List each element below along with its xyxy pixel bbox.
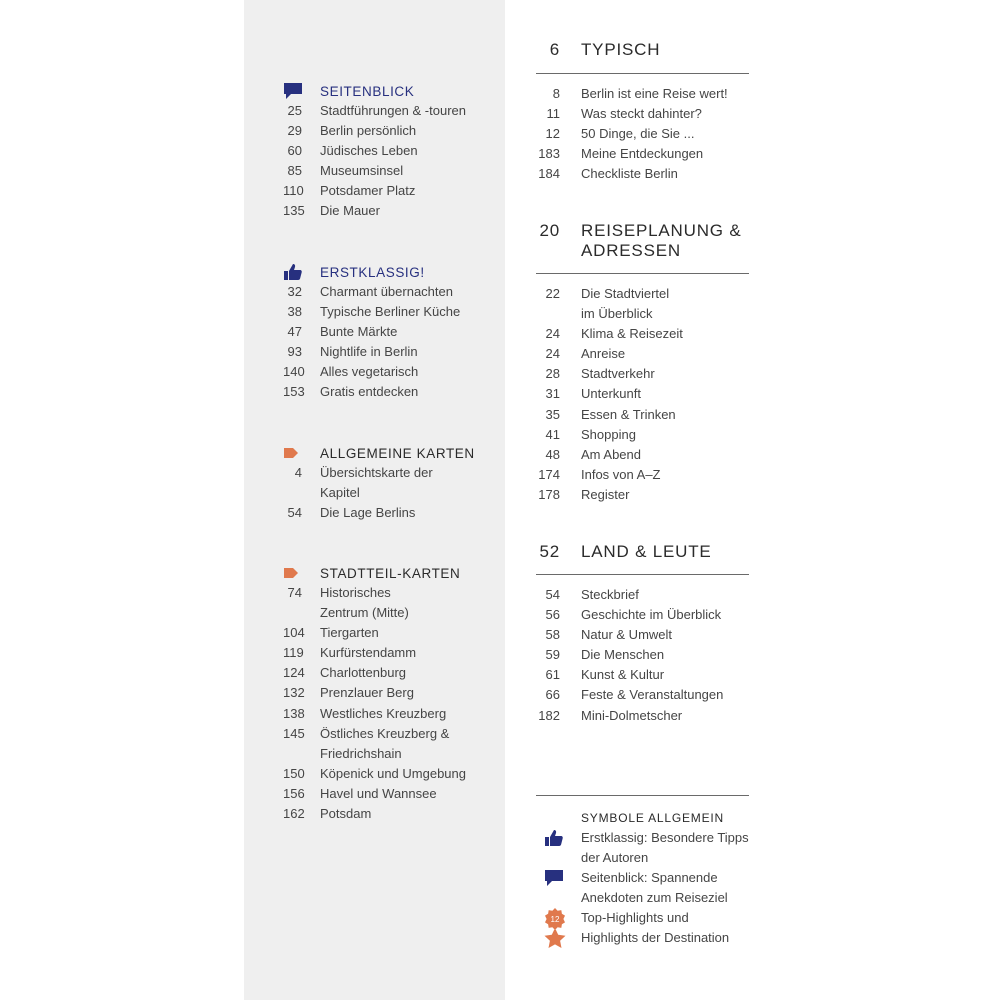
toc-entry [283, 683, 483, 703]
entry-page: 110 [283, 183, 304, 199]
entry-label: Potsdamer Platz [320, 183, 416, 199]
chapter-page: 6 [549, 40, 560, 59]
toc-entry [283, 704, 483, 724]
entry-page: 47 [287, 324, 302, 340]
toc-list [283, 463, 483, 523]
entry-label: Die Lage Berlins [320, 505, 416, 521]
entry-page: 32 [287, 284, 302, 299]
thumbs-up-icon [283, 263, 320, 281]
entry-page: 145 [283, 725, 305, 741]
toc-entry [536, 665, 749, 685]
entry-label: Kurfürstendamm [320, 645, 417, 661]
entry-page: 8 [552, 86, 560, 101]
toc-entry [536, 706, 749, 726]
section-title: ALLGEMEINE KARTEN [320, 445, 475, 461]
entry-label: Havel und Wannsee [320, 785, 437, 801]
entry-label: Stadtverkehr [581, 366, 655, 382]
entry-label: Nightlife in Berlin [320, 344, 418, 360]
section-title: SEITENBLICK [320, 83, 415, 99]
speech-bubble-icon [536, 868, 581, 888]
chapter-header [536, 542, 749, 562]
entry-label: im Überblick [581, 306, 653, 322]
entry-label: Berlin persönlich [320, 123, 417, 139]
toc-entry [536, 84, 749, 104]
toc-list [283, 282, 483, 403]
toc-entry [536, 284, 749, 304]
toc-entry [536, 124, 749, 144]
toc-entry [283, 663, 483, 683]
entry-page: 54 [287, 505, 302, 521]
toc-entry [536, 445, 749, 465]
chapter-header [536, 40, 749, 60]
entry-label: Mini-Dolmetscher [581, 707, 683, 723]
entry-page: 35 [545, 406, 560, 422]
entry-page: 59 [545, 647, 560, 663]
toc-entry [283, 382, 483, 402]
entry-page: 184 [538, 166, 560, 182]
chapter-page: 52 [539, 542, 560, 561]
toc-entry [536, 645, 749, 665]
speech-bubble-icon [283, 82, 320, 100]
toc-entry [536, 625, 749, 645]
entry-page: 24 [545, 346, 560, 362]
chapter-title [581, 40, 749, 60]
section-header [283, 443, 483, 463]
legend-icon-spacer [536, 888, 581, 908]
entry-label: Am Abend [581, 446, 641, 462]
entry-page: 156 [283, 785, 305, 801]
divider [536, 73, 749, 74]
legend-label: Anekdoten zum Reiseziel [581, 890, 728, 906]
top-highlight-badge-icon [536, 908, 581, 928]
entry-page: 25 [287, 103, 302, 118]
entry-page: 22 [545, 286, 560, 301]
toc-entry [283, 141, 483, 161]
toc-entry [536, 144, 749, 164]
toc-list [283, 583, 483, 824]
toc-list [536, 84, 749, 184]
toc-entry [283, 342, 483, 362]
toc-entry [283, 322, 483, 342]
entry-page: 12 [545, 126, 560, 142]
entry-label: Östliches Kreuzberg & [320, 725, 450, 741]
toc-entry [283, 603, 483, 623]
chapter-title-line: ADRESSEN [581, 241, 681, 260]
toc-entry [536, 605, 749, 625]
divider [536, 574, 749, 575]
legend-label: Top-Highlights und [581, 910, 689, 926]
toc-entry [283, 463, 483, 483]
entry-page: 31 [545, 386, 560, 402]
section-erstklassig [283, 262, 483, 403]
entry-label: 50 Dinge, die Sie ... [581, 126, 695, 142]
entry-label: Prenzlauer Berg [320, 685, 414, 701]
entry-label: Die Menschen [581, 647, 665, 663]
entry-page: 60 [287, 143, 302, 159]
badge-number: 12 [550, 914, 560, 924]
entry-label: Infos von A–Z [581, 466, 661, 482]
entry-page: 56 [545, 607, 560, 623]
entry-label: Bunte Märkte [320, 324, 398, 340]
entry-page: 124 [283, 665, 305, 681]
legend-label: Highlights der Destination [581, 930, 730, 946]
entry-page: 54 [545, 587, 560, 602]
toc-entry [536, 485, 749, 505]
entry-page: 66 [545, 687, 560, 703]
map-tag-icon [283, 567, 320, 579]
entry-page: 28 [545, 366, 560, 382]
toc-entry [536, 104, 749, 124]
legend-entry [536, 828, 749, 848]
legend-entry [536, 888, 749, 908]
section-seitenblick [283, 81, 483, 222]
entry-page: 119 [283, 645, 304, 661]
divider [536, 795, 749, 796]
toc-entry [283, 804, 483, 824]
thumbs-up-icon [536, 828, 581, 848]
entry-page: 61 [545, 667, 560, 683]
entry-label: Zentrum (Mitte) [320, 605, 409, 621]
entry-page: 182 [538, 707, 560, 723]
entry-page: 140 [283, 364, 305, 380]
entry-label: Köpenick und Umgebung [320, 765, 466, 781]
legend-entry [536, 848, 749, 868]
section-allgemeine-karten [283, 443, 483, 523]
entry-label: Tiergarten [320, 625, 379, 641]
legend-entry [536, 928, 749, 948]
legend-icon-spacer [536, 848, 581, 868]
entry-label: Stadtführungen & -touren [320, 103, 466, 118]
entry-label: Shopping [581, 426, 636, 442]
legend-label: der Autoren [581, 850, 649, 866]
toc-entry [283, 121, 483, 141]
chapter-typisch [536, 40, 749, 184]
entry-label: Typische Berliner Küche [320, 304, 461, 320]
chapter-title [581, 221, 749, 261]
entry-page: 4 [294, 465, 302, 480]
toc-entry [536, 405, 749, 425]
entry-page [536, 304, 560, 324]
toc-entry [536, 425, 749, 445]
legend-list [536, 828, 749, 949]
toc-entry [283, 161, 483, 181]
toc-entry [283, 623, 483, 643]
entry-page: 24 [545, 326, 560, 342]
toc-entry [536, 164, 749, 184]
chapter-header [536, 221, 749, 261]
entry-label: Geschichte im Überblick [581, 607, 722, 623]
entry-label: Friedrichshain [320, 745, 402, 761]
legend-label: Erstklassig: Besondere Tipps [581, 830, 749, 845]
section-header [283, 81, 483, 101]
chapter-title [581, 542, 749, 562]
entry-page: 150 [283, 765, 305, 781]
entry-label: Meine Entdeckungen [581, 146, 704, 162]
entry-label: Klima & Reisezeit [581, 326, 683, 342]
toc-entry [536, 465, 749, 485]
entry-page [283, 603, 302, 623]
toc-entry [283, 724, 483, 744]
entry-page: 174 [538, 466, 560, 482]
entry-label: Unterkunft [581, 386, 641, 402]
entry-page: 58 [545, 627, 560, 643]
chapter-land-leute [536, 542, 749, 726]
chapter-title-line: TYPISCH [581, 40, 661, 59]
entry-label: Charmant übernachten [320, 284, 453, 299]
chapter-title-line: REISEPLANUNG & [581, 221, 742, 240]
entry-page: 38 [287, 304, 302, 320]
chapter-title-line: LAND & LEUTE [581, 542, 712, 561]
entry-page: 153 [283, 384, 305, 400]
toc-entry [536, 304, 749, 324]
toc-entry [283, 181, 483, 201]
entry-page: 29 [287, 123, 302, 139]
star-icon [536, 928, 581, 948]
section-title: STADTTEIL-KARTEN [320, 565, 461, 581]
entry-label: Anreise [581, 346, 626, 362]
toc-entry [536, 344, 749, 364]
entry-label: Natur & Umwelt [581, 627, 673, 643]
entry-page: 183 [538, 146, 560, 162]
entry-label: Essen & Trinken [581, 406, 676, 422]
entry-page: 74 [287, 585, 302, 600]
entry-page: 162 [283, 806, 305, 822]
toc-entry [283, 643, 483, 663]
toc-entry [536, 324, 749, 344]
entry-page: 104 [283, 625, 305, 641]
chapter-page: 20 [539, 221, 560, 240]
toc-entry [283, 483, 483, 503]
map-tag-icon [283, 447, 320, 459]
toc-entry [283, 764, 483, 784]
entry-label: Steckbrief [581, 587, 639, 602]
toc-entry [283, 583, 483, 603]
entry-label: Museumsinsel [320, 163, 404, 179]
entry-page [283, 744, 302, 764]
divider [536, 273, 749, 274]
entry-label: Gratis entdecken [320, 384, 419, 400]
entry-label: Charlottenburg [320, 665, 406, 681]
section-stadtteil-karten [283, 563, 483, 824]
entry-label: Historisches [320, 585, 391, 600]
toc-entry [283, 201, 483, 221]
entry-page: 48 [545, 446, 560, 462]
entry-label: Jüdisches Leben [320, 143, 418, 159]
entry-page: 138 [283, 705, 305, 721]
entry-label: Die Mauer [320, 203, 380, 219]
entry-page: 135 [283, 203, 305, 219]
section-header [283, 262, 483, 282]
toc-entry [283, 302, 483, 322]
entry-label: Westliches Kreuzberg [320, 705, 447, 721]
toc-entry [283, 784, 483, 804]
symbol-legend [536, 795, 749, 949]
chapter-reiseplanung [536, 221, 749, 505]
entry-page: 132 [283, 685, 305, 701]
entry-label: Die Stadtviertel [581, 286, 670, 301]
toc-list [283, 101, 483, 222]
entry-label: Kapitel [320, 485, 360, 501]
entry-label: Kunst & Kultur [581, 667, 665, 683]
toc-entry [283, 362, 483, 382]
entry-label: Feste & Veranstaltungen [581, 687, 724, 703]
legend-label: Seitenblick: Spannende [581, 870, 718, 886]
entry-page: 11 [546, 106, 560, 122]
entry-page: 93 [287, 344, 302, 360]
toc-list [536, 585, 749, 726]
entry-label: Register [581, 486, 630, 502]
entry-label: Checkliste Berlin [581, 166, 678, 182]
section-header [283, 563, 483, 583]
toc-list [536, 284, 749, 505]
toc-entry [283, 744, 483, 764]
toc-entry [536, 585, 749, 605]
legend-entry [536, 908, 749, 928]
entry-page: 85 [287, 163, 302, 179]
entry-page: 178 [538, 486, 560, 502]
entry-label: Potsdam [320, 806, 372, 822]
entry-page [283, 483, 302, 503]
section-title: ERSTKLASSIG! [320, 264, 425, 280]
toc-entry [536, 364, 749, 384]
entry-label: Was steckt dahinter? [581, 106, 702, 122]
toc-entry [283, 503, 483, 523]
toc-entry [536, 384, 749, 404]
toc-entry [283, 282, 483, 302]
legend-title: SYMBOLE ALLGEMEIN [581, 811, 724, 825]
entry-label: Übersichtskarte der [320, 465, 433, 480]
toc-entry [536, 685, 749, 705]
toc-entry [283, 101, 483, 121]
entry-label: Alles vegetarisch [320, 364, 419, 380]
entry-page: 41 [545, 426, 560, 442]
legend-entry [536, 868, 749, 888]
entry-label: Berlin ist eine Reise wert! [581, 86, 728, 101]
